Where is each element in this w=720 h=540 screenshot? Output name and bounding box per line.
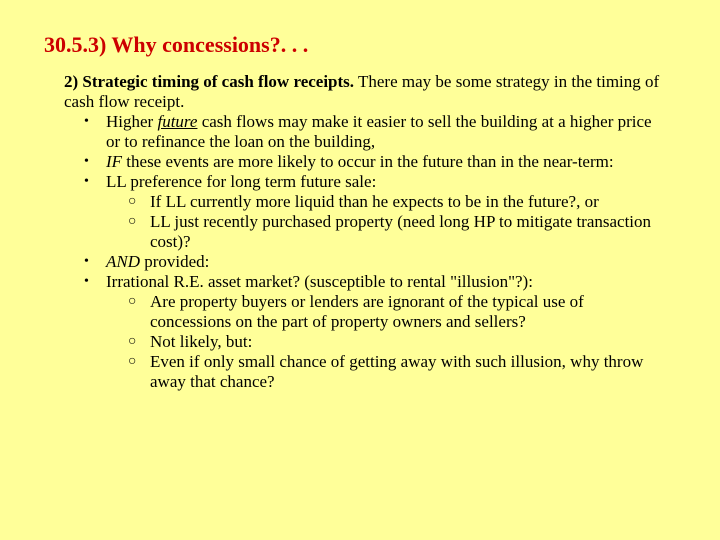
bullet-if-events (64, 152, 664, 172)
sub-bullet-list (106, 292, 664, 392)
circle-bullet-icon: ○ (128, 354, 137, 369)
bullet-dot-icon: • (84, 274, 89, 289)
sub-bullet-ignorant (106, 292, 664, 332)
bullet-higher-future (64, 112, 664, 152)
sub-bullet-purchased (106, 212, 664, 252)
bullet-text: cash flows may make it easier to sell the building at a higher price or to refinance the loan on the building, (106, 112, 652, 151)
bullet-text: LL preference for long term future sale: (106, 172, 377, 191)
bullet-dot-icon: • (84, 114, 89, 129)
circle-bullet-icon: ○ (128, 294, 137, 309)
circle-bullet-icon: ○ (128, 334, 137, 349)
bullet-and-provided (64, 252, 664, 272)
sub-bullet-text: Are property buyers or lenders are ignorant of the typical use of concessions on the part of property owners and sellers? (150, 292, 584, 331)
intro-paragraph (64, 72, 664, 112)
bullet-text: Irrational R.E. asset market? (susceptible to rental "illusion"?): (106, 272, 533, 291)
slide-title: 30.5.3) Why concessions?. . . (44, 32, 309, 57)
circle-bullet-icon: ○ (128, 194, 137, 209)
sub-bullet-text: If LL currently more liquid than he expects to be in the future?, or (150, 192, 599, 211)
bullet-text: these events are more likely to occur in the future than in the near-term: (122, 152, 614, 171)
bullet-emphasis: future (157, 112, 198, 131)
bullet-dot-icon: • (84, 154, 89, 169)
bullet-dot-icon: • (84, 254, 89, 269)
slide-body (64, 72, 664, 392)
sub-bullet-text: Not likely, but: (150, 332, 253, 351)
bullet-dot-icon: • (84, 174, 89, 189)
bullet-irrational-market (64, 272, 664, 392)
bullet-emphasis: IF (106, 152, 123, 171)
sub-bullet-small-chance (106, 352, 664, 392)
sub-bullet-liquid (106, 192, 664, 212)
bullet-emphasis: AND (106, 252, 140, 271)
bullet-text: provided: (140, 252, 210, 271)
intro-text: There may be some strategy in the timing of cash flow receipt. (64, 72, 660, 111)
bullet-text: Higher (106, 112, 158, 131)
sub-bullet-text: Even if only small chance of getting away with such illusion, why throw away that chance? (150, 352, 644, 391)
intro-heading: 2) Strategic timing of cash flow receipts. (64, 72, 355, 91)
sub-bullet-list (106, 192, 664, 252)
sub-bullet-text: LL just recently purchased property (need long HP to mitigate transaction cost)? (150, 212, 652, 251)
bullet-ll-preference (64, 172, 664, 252)
bullet-list (64, 112, 664, 392)
circle-bullet-icon: ○ (128, 214, 137, 229)
sub-bullet-not-likely (106, 332, 664, 352)
